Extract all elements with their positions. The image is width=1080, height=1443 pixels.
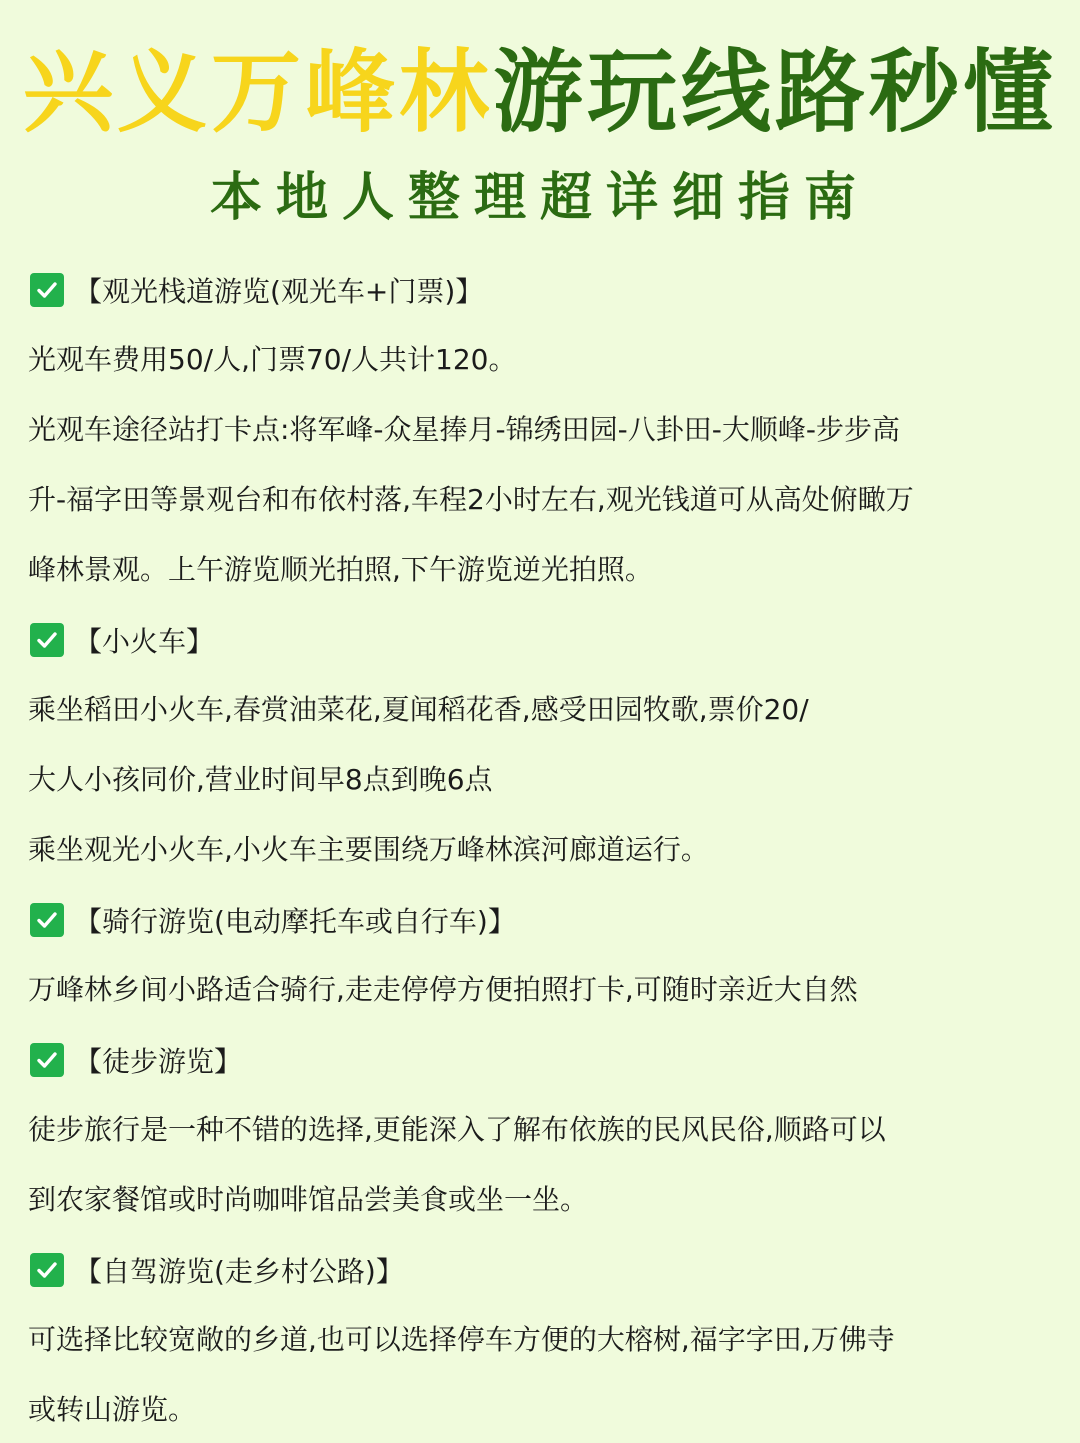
paragraph-line: 乘坐稻田小火车,春赏油菜花,夏闻稻花香,感受田园牧歌,票价20/ xyxy=(28,693,809,726)
section-heading-driving xyxy=(30,1245,404,1295)
section-heading-cycling xyxy=(30,895,516,945)
paragraph-line: 徒步旅行是一种不错的选择,更能深入了解布依族的民风民俗,顺路可以 xyxy=(28,1113,886,1146)
section-heading-text: 【小火车】 xyxy=(74,625,215,658)
section-heading-sightseeing xyxy=(30,265,483,315)
check-mark-icon xyxy=(30,273,64,307)
paragraph-line: 光观车费用50/人,门票70/人共计120。 xyxy=(28,343,517,376)
paragraph-line: 光观车途径站打卡点:将军峰-众星捧月-锦绣田园-八卦田-大顺峰-步步高 xyxy=(28,413,900,446)
paragraph-line: 大人小孩同价,营业时间早8点到晚6点 xyxy=(28,763,493,796)
page-subtitle: 本地人整理超详细指南 xyxy=(209,168,870,228)
check-mark-icon xyxy=(30,1043,64,1077)
check-mark-icon xyxy=(30,1253,64,1287)
page-title xyxy=(0,38,1080,148)
title-highlight: 兴义万峰林 xyxy=(23,40,493,145)
check-mark-icon xyxy=(30,903,64,937)
section-heading-text: 【徒步游览】 xyxy=(74,1045,243,1078)
title-rest: 游玩线路秒懂 xyxy=(493,40,1057,145)
paragraph-line: 到农家餐馆或时尚咖啡馆品尝美食或坐一坐。 xyxy=(28,1183,589,1216)
section-heading-train xyxy=(30,615,214,665)
section-heading-hiking xyxy=(30,1035,242,1085)
section-heading-text: 【骑行游览(电动摩托车或自行车)】 xyxy=(74,905,516,938)
paragraph-line: 可选择比较宽敞的乡道,也可以选择停车方便的大榕树,福字字田,万佛寺 xyxy=(28,1323,895,1356)
paragraph-line: 乘坐观光小火车,小火车主要围绕万峰林滨河廊道运行。 xyxy=(28,833,709,866)
paragraph-line: 升-福字田等景观台和布依村落,车程2小时左右,观光钱道可从高处俯瞰万 xyxy=(28,483,914,516)
section-heading-text: 【观光栈道游览(观光车+门票)】 xyxy=(74,275,484,308)
paragraph-line: 万峰林乡间小路适合骑行,走走停停方便拍照打卡,可随时亲近大自然 xyxy=(28,973,858,1006)
section-heading-text: 【自驾游览(走乡村公路)】 xyxy=(74,1255,404,1288)
paragraph-line: 峰林景观。上午游览顺光拍照,下午游览逆光拍照。 xyxy=(28,553,653,586)
check-mark-icon xyxy=(30,623,64,657)
paragraph-line: 或转山游览。 xyxy=(28,1393,197,1426)
